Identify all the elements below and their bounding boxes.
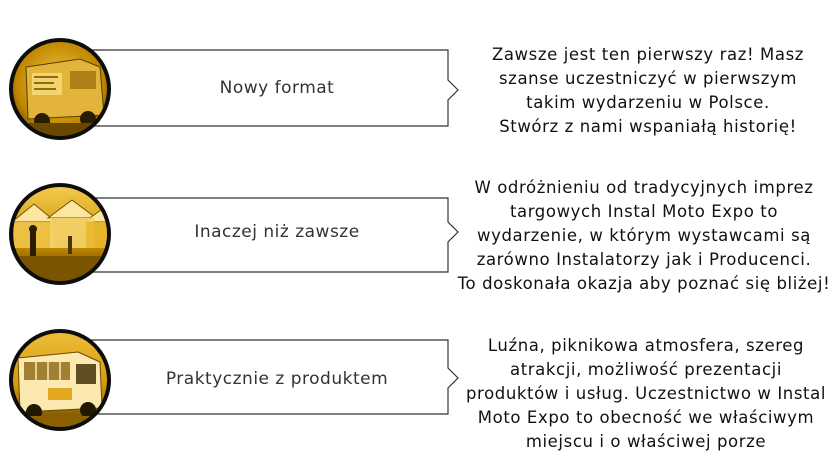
description-line: Stwórz z nami wspaniałą historię! xyxy=(499,117,797,136)
description-line: miejscu i o właściwej porze xyxy=(525,432,767,451)
description-line: wydarzenie, w którym wystawcami są xyxy=(477,226,811,245)
description-line: targowych Instal Moto Expo to xyxy=(509,202,779,221)
description-line: produktów i usług. Uczestnictwo w Instal xyxy=(465,384,827,403)
description-line: W odróżnieniu od tradycyjnych imprez xyxy=(474,178,814,197)
feature-description xyxy=(458,334,834,454)
description-line: zarówno Instalatorzy jak i Producenci. xyxy=(476,250,812,269)
feature-label: Nowy format xyxy=(219,78,335,98)
bus-photo-icon xyxy=(8,328,112,432)
description-line: Moto Expo to obecność we właściwym xyxy=(477,408,815,427)
description-line: atrakcji, możliwość prezentacji xyxy=(510,360,782,379)
description-line: Luźna, piknikowa atmosfera, szereg xyxy=(487,336,805,355)
feature-label: Praktycznie z produktem xyxy=(165,369,389,389)
description-line: takim wydarzeniu w Polsce. xyxy=(526,93,770,112)
description-line: To doskonała okazja aby poznać się bliżej! xyxy=(457,274,831,293)
feature-label: Inaczej niż zawsze xyxy=(194,222,360,242)
description-line: Zawsze jest ten pierwszy raz! Masz xyxy=(491,45,805,64)
description-line: szanse uczestniczyć w pierwszym xyxy=(498,69,797,88)
